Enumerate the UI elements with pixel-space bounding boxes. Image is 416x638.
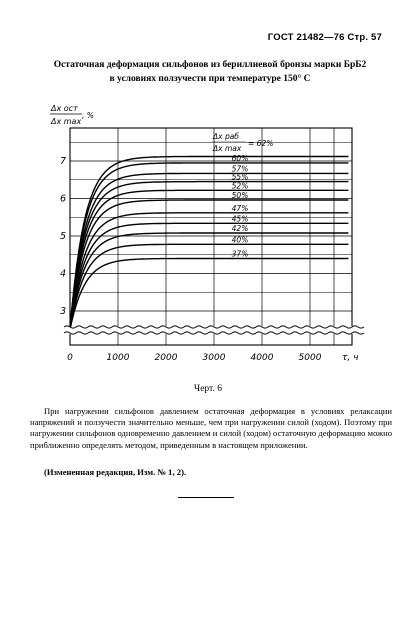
series-label: 50% <box>231 191 249 200</box>
parameter-label-value: = 62% <box>248 139 274 148</box>
chart-title: Остаточная деформация сильфонов из бериллиевой бронзы марки БрБ2 в условиях ползучести при температуре 150° С <box>53 60 367 84</box>
y-tick-label: 4 <box>59 268 67 280</box>
axis-break-gap <box>66 326 356 334</box>
series-label: 57% <box>231 164 249 174</box>
series-line <box>71 190 349 325</box>
series-label: 47% <box>231 203 249 213</box>
series-label: 42% <box>231 224 249 233</box>
y-tick-label: 7 <box>59 156 67 167</box>
series-label: 37% <box>231 249 249 259</box>
series-line <box>71 233 349 327</box>
series-label: 45% <box>231 214 249 224</box>
series-line <box>71 182 349 325</box>
x-tick-label: 1000 <box>106 353 130 363</box>
y-axis-label-denominator: Δx max <box>51 117 82 126</box>
series-line <box>71 163 349 324</box>
x-axis-label: τ, ч <box>342 353 359 363</box>
page-header: ГОСТ 21482—76 Стр. 57 <box>267 32 382 43</box>
y-tick-label: 3 <box>59 306 67 317</box>
y-tick-label: 5 <box>59 231 67 242</box>
figure-caption: Черт. 6 <box>194 384 222 394</box>
series-line <box>71 244 349 327</box>
x-tick-label: 3000 <box>202 353 226 363</box>
x-tick-label: 5000 <box>298 353 322 363</box>
x-tick-label: 4000 <box>250 353 274 363</box>
parameter-label-denominator: Δx max <box>213 144 242 153</box>
y-tick-label: 6 <box>59 193 67 205</box>
y-axis-label-numerator: Δx ост <box>51 104 78 113</box>
x-tick-label: 0 <box>67 353 73 363</box>
y-axis-label-unit: , % <box>82 111 94 120</box>
series-label: 60% <box>231 153 249 163</box>
series-label: 55% <box>231 172 249 182</box>
x-tick-label: 2000 <box>154 353 178 363</box>
parameter-label-numerator: Δx раб <box>213 132 239 141</box>
body-paragraph: При нагружении сильфонов давлением остаточная деформация в условиях релаксации напряжений и ползучести значительно меньше, чем при нагружении силой (ходом). Поэтому при нагружении сильфонов одновременно давлением и силой (ходом) остаточную деформацию можно приближенно определять методом, приведенным в настоящем приложении. <box>30 406 392 450</box>
series-label: 40% <box>231 235 249 245</box>
separator-rule <box>178 497 234 498</box>
series-label: 52% <box>231 181 249 191</box>
amendment-note: (Измененная редакция, Изм. № 1, 2). <box>44 467 187 477</box>
series-line <box>71 259 348 326</box>
